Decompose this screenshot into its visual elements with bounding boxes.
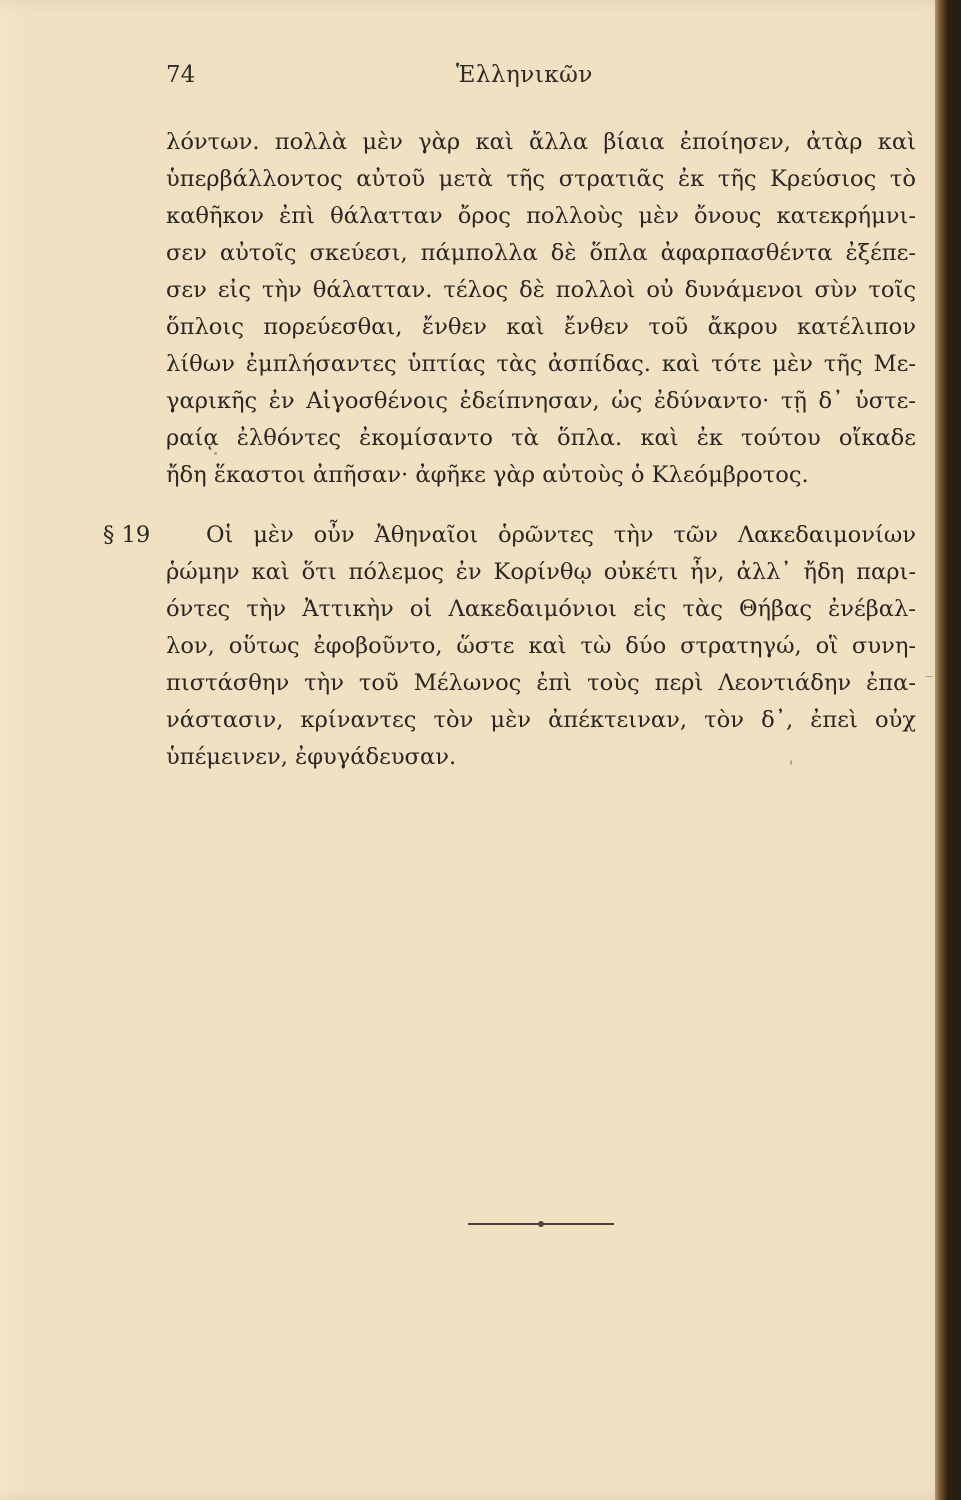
text-line: όντες τὴν Ἀττικὴν οἱ Λακεδαιμόνιοι εἰς τὰς Θήβας ἐνέβαλ- [166,596,916,622]
paper-speck [214,452,217,455]
text-line: σεν αὐτοῖς σκεύεσι, πάμπολλα δὲ ὅπλα ἀφαρπασθέντα ἐξέπε- [166,240,916,266]
text-line: νάστασιν, κρίναντες τὸν μὲν ἀπέκτειναν, τὸν δ᾽, ἐπεὶ οὐχ [166,707,916,733]
text-line: Οἱ μὲν οὖν Ἀθηναῖοι ὁρῶντες τὴν τῶν Λακεδαιμονίων [206,522,916,548]
page-header [0,62,948,102]
text-line: ὑπέμεινεν, ἐφυγάδευσαν. [166,744,457,770]
text-line: λον, οὕτως ἐφοβοῦντο, ὥστε καὶ τὼ δύο στρατηγώ, οἳ συνη- [166,633,916,659]
text-line: γαρικῆς ἐν Αἰγοσθένοις ἐδείπνησαν, ὡς ἐδύναντο· τῇ δ᾽ ὑστε- [166,388,916,414]
text-line: πιστάσθην τὴν τοῦ Μέλωνος ἐπὶ τοὺς περὶ Λεοντιάδην ἐπα- [166,670,916,696]
text-line: ὅπλοις πορεύεσθαι, ἔνθεν καὶ ἔνθεν τοῦ ἄκρου κατέλιπον [166,314,916,340]
end-rule-ornament [538,1221,544,1227]
paper-speck [925,676,933,677]
text-line: ραίᾳ ἐλθόντες ἐκομίσαντο τὰ ὅπλα. καὶ ἐκ τούτου οἴκαδε [166,425,916,451]
section-symbol: § [103,522,115,548]
paper-speck [790,760,792,765]
page-number: 74 [166,62,196,88]
page-edge [935,0,948,1500]
text-line: καθῆκον ἐπὶ θάλατταν ὄρος πολλοὺς μὲν ὄνους κατεκρήμνι- [166,203,916,229]
section-number: 19 [121,522,151,548]
text-line: λίθων ἐμπλήσαντες ὑπτίας τὰς ἀσπίδας. καὶ τότε μὲν τῆς Με- [166,351,916,377]
text-line: λόντων. πολλὰ μὲν γὰρ καὶ ἄλλα βίαια ἐποίησεν, ἀτὰρ καὶ [166,129,916,155]
text-line: ἤδη ἕκαστοι ἀπῆσαν· ἀφῆκε γὰρ αὐτοὺς ὁ Κλεόμβροτος. [166,462,809,488]
text-line: ῥώμην καὶ ὅτι πόλεμος ἐν Κορίνθῳ οὐκέτι ἦν, ἀλλ᾽ ἤδη παρι- [166,559,916,585]
text-line: σεν εἰς τὴν θάλατταν. τέλος δὲ πολλοὶ οὐ δυνάμενοι σὺν τοῖς [166,277,916,303]
running-head: Ἑλληνικῶν [456,62,593,88]
text-line: ὑπερβάλλοντος αὐτοῦ μετὰ τῆς στρατιᾶς ἐκ τῆς Κρεύσιος τὸ [166,166,916,192]
section-marker [103,517,150,554]
